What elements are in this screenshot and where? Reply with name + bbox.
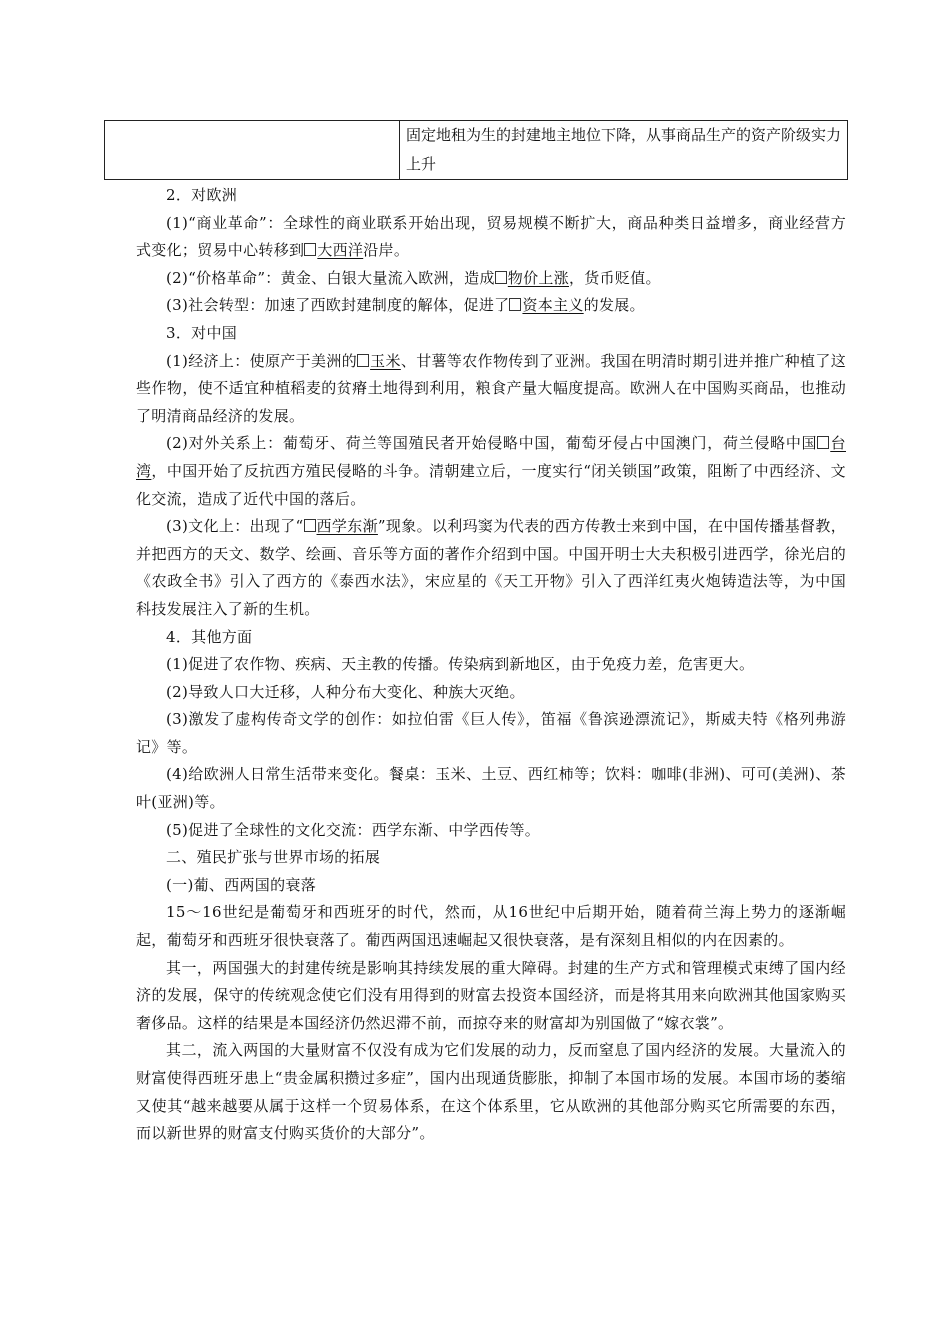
blank-box-icon xyxy=(495,271,507,284)
paragraph: (2)对外关系上：葡萄牙、荷兰等国殖民者开始侵略中国，葡萄牙侵占中国澳门，荷兰侵略中国 台湾，中国开始了反抗西方殖民侵略的斗争。清朝建立后，一度实行“闭关锁国”政策，阻断了中西经济、文化交流，造成了近代中国的落后。 xyxy=(136,434,846,508)
blank-box-icon xyxy=(304,519,316,532)
blank-box-icon xyxy=(509,298,521,311)
underlined-answer: 西学东渐 xyxy=(316,517,378,536)
blank-box-icon xyxy=(304,243,316,256)
subsection-heading: (一)葡、西两国的衰落 xyxy=(166,875,317,894)
paragraph: (2)“价格革命”：黄金、白银大量流入欧洲，造成 物价上涨，货币贬值。 xyxy=(166,268,661,287)
paragraph: 其一，两国强大的封建传统是影响其持续发展的重大障碍。封建的生产方式和管理模式束缚了国内经济的发展，保守的传统观念使它们没有用得到的财富去投资本国经济，而是将其用来向欧洲其他国家购买奢侈品。这样的结果是本国经济仍然迟滞不前，而掠夺来的财富却为别国做了“嫁衣裳”。 xyxy=(136,958,846,1032)
blank-box-icon xyxy=(357,354,369,367)
paragraph: (3)社会转型：加速了西欧封建制度的解体，促进了 资本主义的发展。 xyxy=(166,296,645,315)
paragraph: (2)导致人口大迁移，人种分布大变化、种族大灭绝。 xyxy=(166,682,525,701)
continued-table xyxy=(104,120,848,180)
underlined-answer: 大西洋 xyxy=(317,241,364,260)
paragraph: (5)促进了全球性的文化交流：西学东渐、中学西传等。 xyxy=(166,820,541,839)
table-cell-right: 固定地租为生的封建地主地位下降，从事商品生产的资产阶级实力上升 xyxy=(400,121,848,180)
underlined-answer: 物价上涨 xyxy=(507,268,569,287)
table-row xyxy=(105,121,848,180)
section-heading: 2．对欧洲 xyxy=(166,186,238,204)
section-heading: 4．其他方面 xyxy=(166,627,253,646)
paragraph: (1)“商业革命”：全球性的商业联系开始出现，贸易规模不断扩大，商品种类日益增多，商业经营方式变化；贸易中心转移到 大西洋沿岸。 xyxy=(136,213,846,260)
underlined-answer: 台湾 xyxy=(136,434,846,480)
paragraph: (1)促进了农作物、疾病、天主教的传播。传染病到新地区，由于免疫力差，危害更大。 xyxy=(166,655,755,674)
paragraph: (4)给欧洲人日常生活带来变化。餐桌：玉米、土豆、西红柿等；饮料：咖啡(非洲)、可可(美洲)、茶叶(亚洲)等。 xyxy=(136,765,846,812)
document-body xyxy=(136,182,846,1148)
paragraph: 其二，流入两国的大量财富不仅没有成为它们发展的动力，反而窒息了国内经济的发展。大量流入的财富使得西班牙患上“贵金属积攒过多症”，国内出现通货膨胀，抑制了本国市场的发展。本国市场的萎缩又使其“越来越要从属于这样一个贸易体系，在这个体系里，它从欧洲的其他部分购买它所需要的东西，而以新世界的财富支付购买货价的大部分”。 xyxy=(136,1041,846,1143)
table-cell-left xyxy=(105,121,400,180)
section-heading: 3．对中国 xyxy=(166,323,238,342)
paragraph: (3)文化上：出现了“ 西学东渐”现象。以利玛窦为代表的西方传教士来到中国，在中国传播基督教，并把西方的天文、数学、绘画、音乐等方面的著作介绍到中国。中国开明士大夫积极引进西学，徐光启的《农政全书》引入了西方的《泰西水法》，宋应星的《天工开物》引入了西洋红夷火炮铸造法等，为中国科技发展注入了新的生机。 xyxy=(136,517,846,618)
paragraph: (3)激发了虚构传奇文学的创作：如拉伯雷《巨人传》，笛福《鲁滨逊漂流记》，斯威夫特《格列弗游记》等。 xyxy=(136,710,846,756)
paragraph: 15～16世纪是葡萄牙和西班牙的时代，然而，从16世纪中后期开始，随着荷兰海上势力的逐渐崛起，葡萄牙和西班牙很快衰落了。葡西两国迅速崛起又很快衰落，是有深刻且相似的内在因素的。 xyxy=(136,903,846,950)
part-heading: 二、殖民扩张与世界市场的拓展 xyxy=(166,848,381,867)
underlined-answer: 玉米 xyxy=(370,351,401,370)
underlined-answer: 资本主义 xyxy=(522,296,584,315)
blank-box-icon xyxy=(817,436,829,449)
paragraph: (1)经济上：使原产于美洲的 玉米、甘薯等农作物传到了亚洲。我国在明清时期引进并推广种植了这些作物，使不适宜种植稻麦的贫瘠土地得到利用，粮食产量大幅度提高。欧洲人在中国购买商品，也推动了明清商品经济的发展。 xyxy=(136,351,847,425)
